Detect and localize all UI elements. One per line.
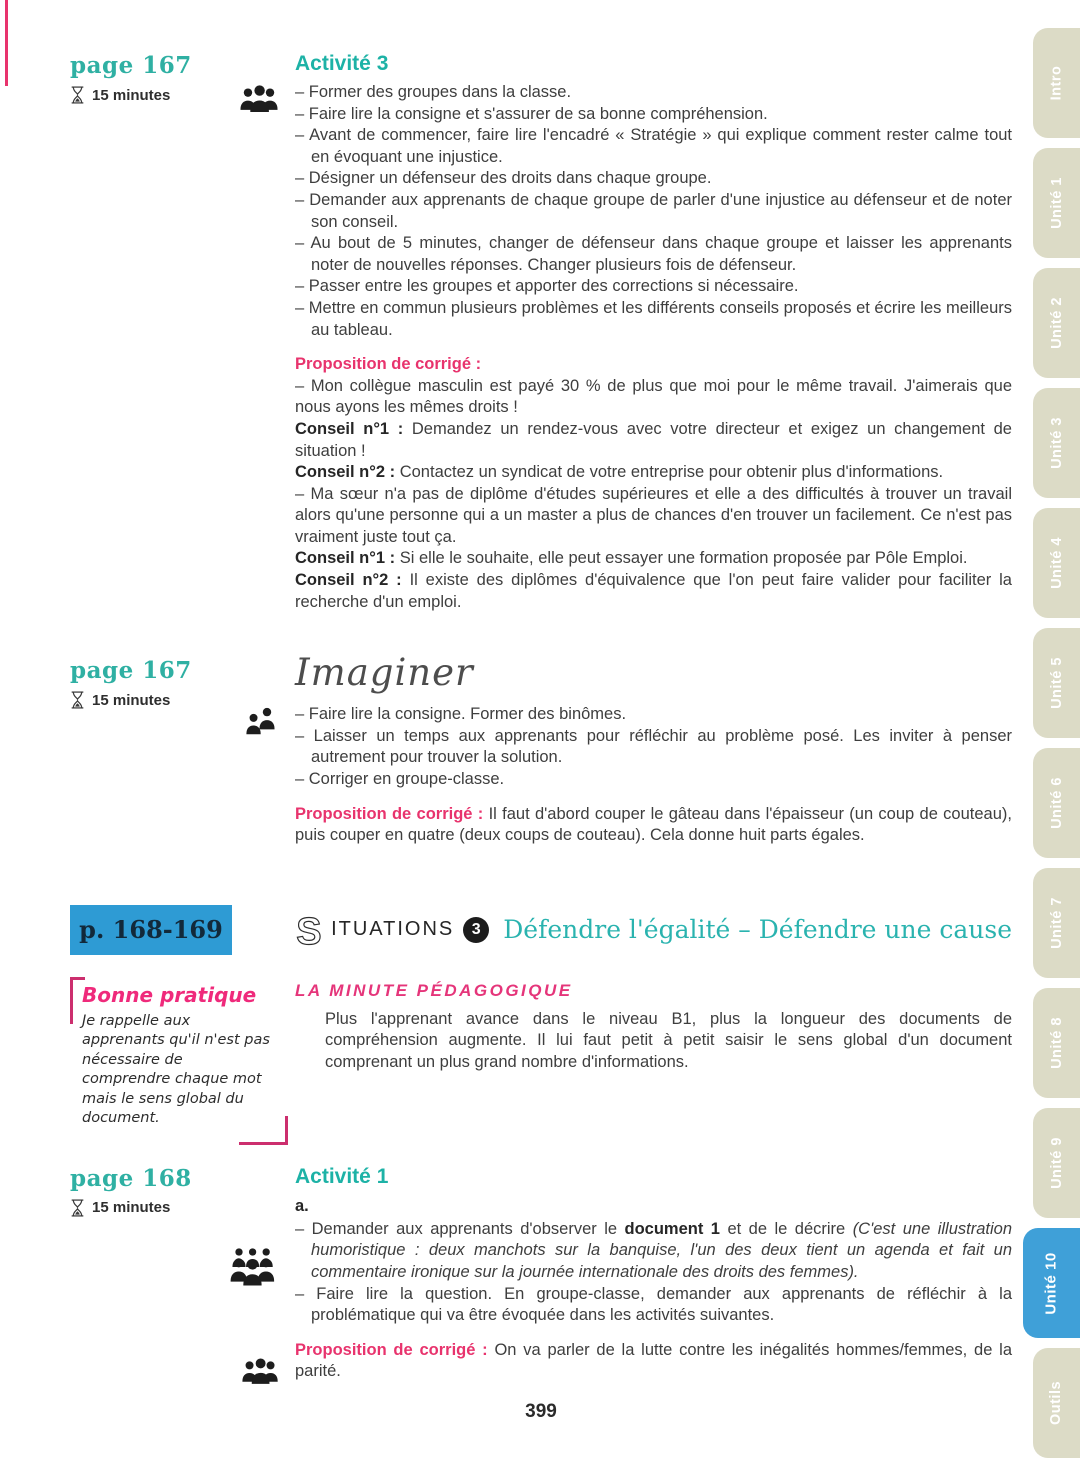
correction-line: Conseil n°2 : Il existe des diplômes d'équivalence que l'on peut faire valider pour faciliter la recherche d'un emploi. (295, 571, 1012, 611)
bonne-pratique-title: Bonne pratique (82, 982, 257, 1007)
correction-line: Conseil n°1 : Si elle le souhaite, elle peut essayer une formation proposée par Pôle Emploi. (295, 549, 968, 568)
margin-crop-mark (5, 0, 8, 86)
step: – Passer entre les groupes et apporter des corrections si nécessaire. (295, 277, 799, 296)
step: – Demander aux apprenants de chaque groupe de parler d'une injustice au défenseur et de noter son conseil. (295, 190, 1012, 231)
steps-list (295, 704, 1012, 790)
tab-unite-2[interactable] (1033, 268, 1080, 378)
page-ref: page 167 (70, 657, 192, 685)
body-column (295, 981, 1012, 1145)
svg-text:S: S (296, 910, 322, 953)
step: – Faire lire la question. En groupe-classe, demander aux apprenants de réfléchir à la problématique qui va être évoquée dans les activités suivantes. (295, 1284, 1012, 1325)
group-5-icon (229, 1247, 279, 1304)
tab-unite-8[interactable] (1033, 988, 1080, 1098)
page-ref: page 167 (70, 52, 192, 79)
unit-tab-rail (1020, 0, 1080, 1465)
tab-label: Unité 2 (1048, 297, 1065, 349)
step: – Former des groupes dans la classe. (295, 83, 572, 101)
body-column (295, 1165, 1012, 1383)
correction-line: – Mon collègue masculin est payé 30 % de plus que moi pour le même travail. J'aimerais que nous ayons les mêmes droits ! (295, 376, 1012, 417)
main-content (70, 0, 1012, 1423)
steps-list (295, 1219, 1012, 1327)
bonne-pratique-text: Je rappelle aux apprenants qu'il n'est pas nécessaire de comprendre chaque mot mais le sens global du document. (82, 1012, 270, 1127)
tab-unite-6[interactable] (1033, 748, 1080, 858)
hourglass-icon (70, 85, 85, 105)
hourglass-icon (70, 1198, 85, 1218)
minute-pedagogique-heading: LA MINUTE PÉDAGOGIQUE (295, 980, 573, 1000)
tab-label: Unité 7 (1048, 897, 1065, 949)
item-label: a. (295, 1196, 309, 1215)
correction-line: Conseil n°2 : Contactez un syndicat de votre entreprise pour obtenir plus d'informations. (295, 463, 944, 482)
group-3-icon (239, 84, 281, 137)
tab-label: Unité 1 (1048, 177, 1065, 229)
situations-number-badge: 3 (463, 917, 489, 943)
step: – Faire lire la consigne et s'assurer de sa bonne compréhension. (295, 104, 768, 123)
tab-label: Outils (1048, 1380, 1065, 1426)
duration-label: 15 minutes (92, 691, 171, 709)
correction-line: Conseil n°1 : Demandez un rendez-vous avec votre directeur et exigez un changement de situation ! (295, 419, 1012, 460)
correction-inline: Proposition de corrigé : On va parler de la lutte contre les inégalités hommes/femmes, de la parité. (295, 1340, 1012, 1381)
section-activite-3 (70, 52, 1012, 613)
situations-heading (295, 901, 1012, 959)
tab-label: Unité 8 (1048, 1017, 1065, 1069)
page-ref: page 168 (70, 1164, 192, 1192)
margin-column (70, 657, 295, 847)
tab-label: Unité 6 (1048, 777, 1065, 829)
step: – Mettre en commun plusieurs problèmes et les différents conseils proposés et écrire les meilleurs au tableau. (295, 298, 1012, 339)
body-column (295, 651, 1012, 847)
section-imaginer (70, 651, 1012, 847)
margin-column (70, 905, 295, 955)
tab-label: Intro (1048, 65, 1065, 101)
section-situations-banner (70, 901, 1012, 959)
tab-unite-10[interactable] (1023, 1228, 1080, 1338)
situations-word: ITUATIONS (331, 918, 455, 941)
tab-label: Unité 3 (1048, 417, 1065, 469)
section-activite-1 (70, 1165, 1012, 1383)
page-range-box: p. 168-169 (70, 905, 232, 955)
tab-unite-3[interactable] (1033, 388, 1080, 498)
tab-intro[interactable] (1033, 28, 1080, 138)
minute-pedagogique-text: Plus l'apprenant avance dans le niveau B1, plus la longueur des documents de compréhension augmente. Il lui faut petit à petit saisir le sens global d'un document comprenant un plus grand nombre d'informations. (325, 1009, 1012, 1071)
folio-number: 399 (525, 1400, 557, 1422)
tab-label: Unité 5 (1048, 657, 1065, 709)
big-s-outline (295, 901, 329, 959)
hourglass-icon (70, 690, 85, 710)
step: – Désigner un défenseur des droits dans chaque groupe. (295, 169, 712, 188)
correction-block (295, 354, 1012, 613)
step: – Laisser un temps aux apprenants pour réfléchir au problème posé. Les inviter à penser autrement pour trouver la solution. (295, 726, 1012, 767)
margin-column (70, 981, 295, 1145)
duration (70, 1198, 295, 1218)
duration-label: 15 minutes (92, 86, 171, 104)
body-column (295, 901, 1012, 959)
duration-label: 15 minutes (92, 1199, 171, 1217)
tab-label: Unité 4 (1048, 537, 1065, 589)
step: – Corriger en groupe-classe. (295, 770, 505, 789)
tab-unite-4[interactable] (1033, 508, 1080, 618)
bonne-pratique-note (70, 981, 278, 1145)
tab-outils[interactable] (1033, 1348, 1080, 1458)
correction-inline: Proposition de corrigé : Il faut d'abord couper le gâteau dans l'épaisseur (un coup de couteau), puis couper en quatre (deux coups de couteau). Cela donne huit parts égales. (295, 804, 1012, 845)
correction-title: Proposition de corrigé : (295, 355, 482, 374)
script-heading: Imaginer (295, 651, 474, 695)
tab-label: Unité 9 (1048, 1137, 1065, 1189)
step: – Demander aux apprenants d'observer le document 1 et de le décrire (C'est une illustration humoristique : deux manchots sur la banquise, l'un des deux tient un agenda et fait un commentaire ironique sur la journée internationale des droits des femmes). (295, 1219, 1012, 1281)
tab-label: Unité 10 (1043, 1251, 1061, 1315)
tab-unite-9[interactable] (1033, 1108, 1080, 1218)
situations-title: Défendre l'égalité – Défendre une cause (503, 915, 1012, 945)
section-minute-pedagogique (70, 981, 1012, 1145)
pair-icon (245, 706, 279, 745)
tab-unite-5[interactable] (1033, 628, 1080, 738)
tab-unite-7[interactable] (1033, 868, 1080, 978)
step: – Au bout de 5 minutes, changer de défenseur dans chaque groupe et laisser les apprenants noter de nouvelles réponses. Changer plusieurs fois de défenseur. (295, 234, 1012, 274)
tab-unite-1[interactable] (1033, 148, 1080, 258)
step: – Faire lire la consigne. Former des binômes. (295, 705, 627, 724)
activity-heading: Activité 3 (295, 52, 389, 75)
step: – Avant de commencer, faire lire l'encadré « Stratégie » qui explique comment rester calme tout en évoquant une injustice. (295, 126, 1012, 166)
page-footer (70, 1401, 1012, 1423)
activity-heading: Activité 1 (295, 1164, 389, 1188)
correction-line: – Ma sœur n'a pas de diplôme d'études supérieures et elle a des difficultés à trouver un travail alors qu'une personne qui a un master a plus de chances d'en trouver un facilement. Ce n'est pas vraiment juste tout ça. (295, 484, 1012, 546)
group-3-icon (241, 1357, 281, 1408)
steps-list (295, 82, 1012, 341)
body-column (295, 52, 1012, 613)
